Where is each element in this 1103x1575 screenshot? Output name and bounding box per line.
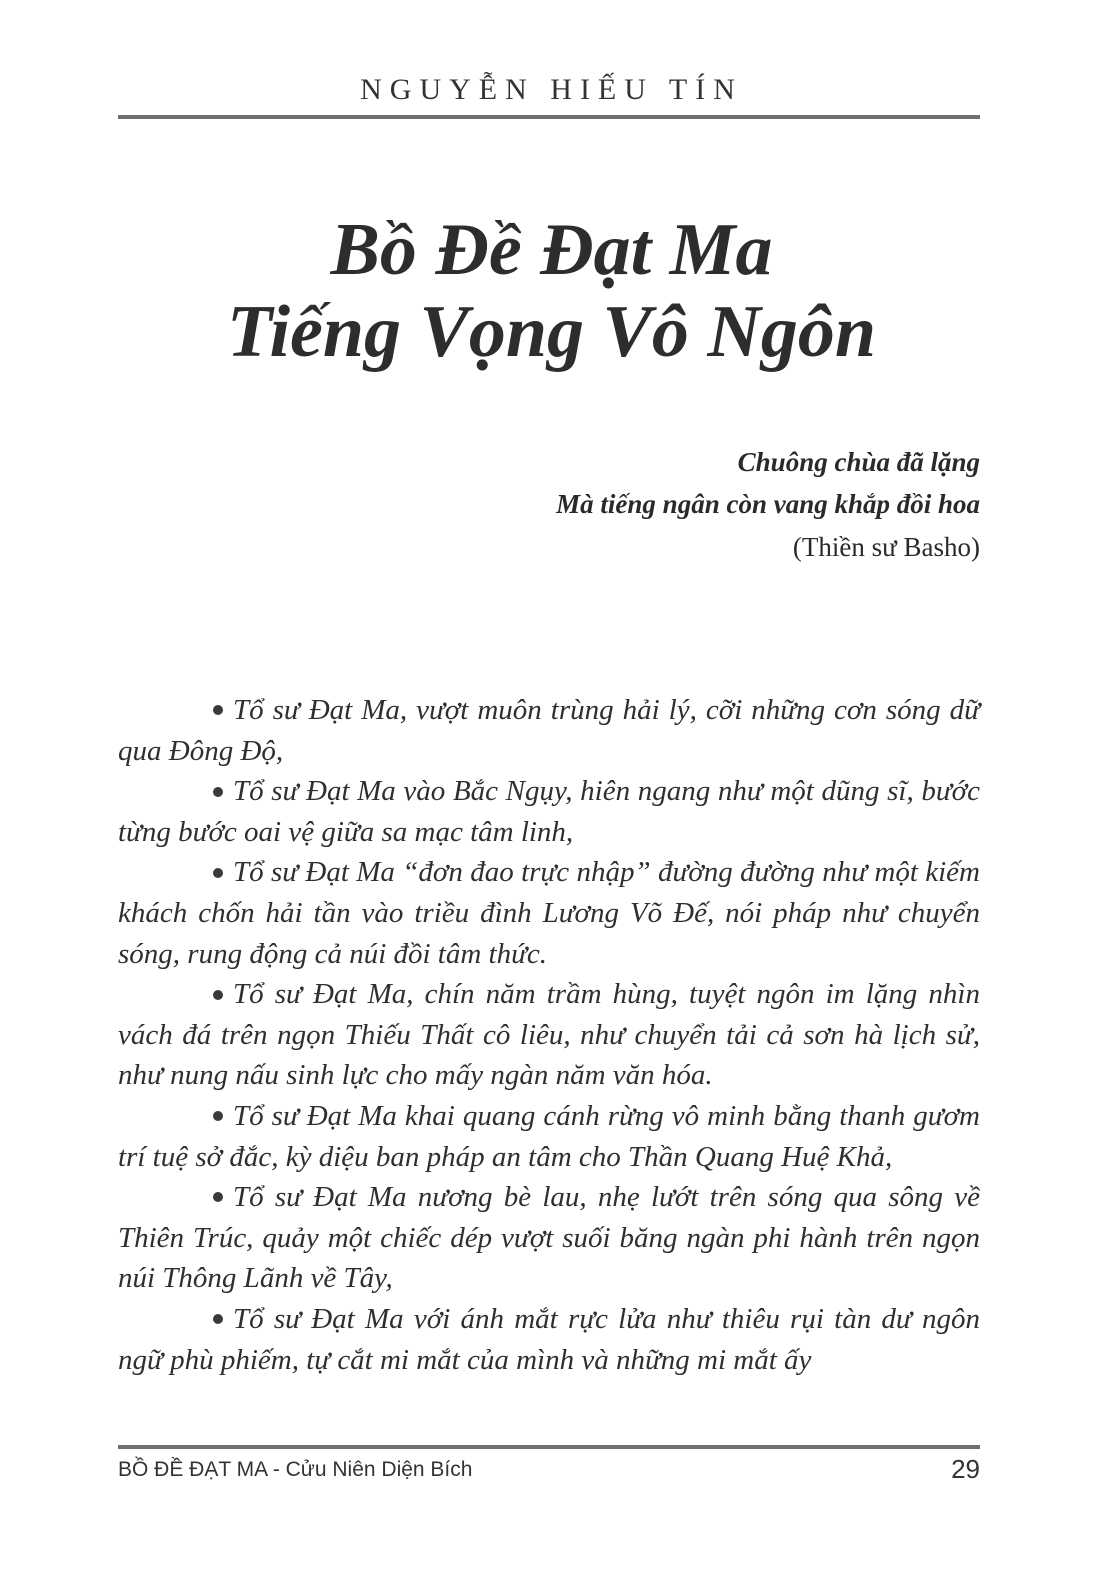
paragraph — [118, 1177, 980, 1299]
paragraph-text: Tổ sư Đạt Ma khai quang cánh rừng vô minh bằng thanh gươm trí tuệ sở đắc, kỳ diệu ban pháp an tâm cho Thần Quang Huệ Khả, — [118, 1099, 980, 1173]
epigraph-attribution: (Thiền sư Basho) — [792, 532, 980, 562]
paragraph-text: Tổ sư Đạt Ma, chín năm trầm hùng, tuyệt ngôn im lặng nhìn vách đá trên ngọn Thiếu Thất cô liêu, như chuyển tải cả sơn hà lịch sử, như nung nấu sinh lực cho mấy ngàn năm văn hóa. — [118, 978, 980, 1092]
footer-rule — [118, 1445, 980, 1449]
paragraph-text: Tổ sư Đạt Ma “đơn đao trực nhập” đường đường như một kiếm khách chốn hải tần vào triều đình Lương Võ Đế, nói pháp như chuyển sóng, rung động cả núi đồi tâm thức. — [118, 856, 980, 970]
paragraph-text: Tổ sư Đạt Ma vào Bắc Ngụy, hiên ngang như một dũng sĩ, bước từng bước oai vệ giữa sa mạc tâm linh, — [118, 775, 980, 848]
paragraph-text: Tổ sư Đạt Ma với ánh mắt rực lửa như thiêu rụi tàn dư ngôn ngữ phù phiếm, tự cắt mi mắt của mình và những mi mắt ấy — [118, 1302, 980, 1376]
epigraph-line-2 — [556, 484, 980, 524]
epigraph-line-2-text: Mà tiếng ngân còn vang khắp đồi hoa — [556, 489, 980, 519]
paragraph — [118, 1299, 980, 1380]
paragraph-text: Tổ sư Đạt Ma nương bè lau, nhẹ lướt trên sóng qua sông về Thiên Trúc, quảy một chiếc dép vượt suối băng ngàn phi hành trên ngọn núi Thông Lãnh về Tây, — [118, 1181, 980, 1295]
paragraph — [118, 690, 980, 771]
bullet-icon — [213, 1111, 223, 1121]
bullet-icon — [213, 868, 223, 878]
header-rule — [118, 115, 980, 119]
epigraph-line-1 — [738, 442, 980, 482]
paragraph — [118, 852, 980, 974]
bullet-icon — [213, 1192, 223, 1202]
paragraph — [118, 771, 980, 852]
epigraph-line-1-text: Chuông chùa đã lặng — [737, 447, 980, 477]
body-text — [118, 690, 980, 1380]
running-footer-title: BỒ ĐỀ ĐẠT MA - Cửu Niên Diện Bích — [118, 1458, 473, 1481]
bullet-icon — [213, 787, 223, 797]
paragraph-text: Tổ sư Đạt Ma, vượt muôn trùng hải lý, cỡi những cơn sóng dữ qua Đông Độ, — [118, 694, 980, 767]
bullet-icon — [213, 705, 223, 715]
paragraph — [118, 974, 980, 1096]
chapter-title-line-1: Bồ Đề Đạt Ma — [330, 209, 773, 291]
bullet-icon — [213, 1314, 223, 1324]
bullet-icon — [213, 990, 223, 1000]
page-number: 29 — [951, 1454, 980, 1484]
running-header-author: NGUYỄN HIẾU TÍN — [360, 73, 743, 106]
chapter-title-line-2: Tiếng Vọng Vô Ngôn — [227, 291, 876, 373]
paragraph — [118, 1096, 980, 1177]
